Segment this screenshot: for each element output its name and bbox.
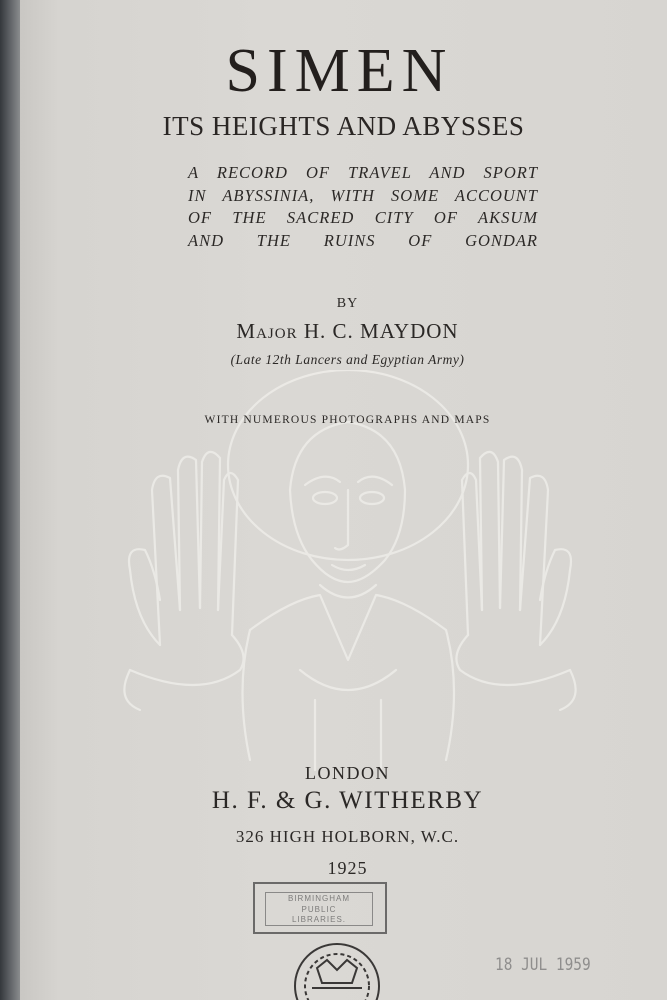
by-label: BY (336, 296, 359, 311)
date-stamp: 18 JUL 1959 (495, 955, 591, 975)
book-edge (0, 0, 20, 1000)
description-line: A RECORD OF TRAVEL AND SPORT (188, 163, 538, 182)
author-rank-rest: AJOR (256, 326, 298, 342)
book-title: SIMEN (225, 37, 454, 105)
illustrations-note: WITH NUMEROUS PHOTOGRAPHS AND MAPS (204, 414, 491, 426)
saint-emblem-icon (100, 370, 620, 790)
author-rank-initial: M (236, 319, 257, 343)
description-line: AND THE RUINS OF GONDAR (188, 230, 538, 250)
publication-year: 1925 (327, 858, 368, 878)
publisher-address: 326 HIGH HOLBORN, W.C. (235, 827, 460, 846)
book-description (188, 162, 538, 252)
stamp-line: PUBLIC (301, 904, 337, 914)
title-page (20, 0, 667, 1000)
library-stamp-text (265, 892, 373, 926)
book-subtitle: ITS HEIGHTS AND ABYSSES (162, 111, 525, 141)
stamp-line: LIBRARIES. (291, 915, 346, 924)
library-stamp (253, 882, 387, 934)
publisher-name: H. F. & G. WITHERBY (211, 787, 484, 814)
stamp-line: BIRMINGHAM (288, 894, 350, 903)
library-seal-icon (282, 938, 392, 1000)
author-service: (Late 12th Lancers and Egyptian Army) (230, 352, 465, 367)
author-name: H. C. MAYDON (303, 319, 459, 343)
author-line (24, 319, 667, 344)
description-line: IN ABYSSINIA, WITH SOME ACCOUNT (188, 185, 538, 205)
publication-city: LONDON (305, 763, 390, 783)
description-line: OF THE SACRED CITY OF AKSUM (188, 208, 538, 227)
